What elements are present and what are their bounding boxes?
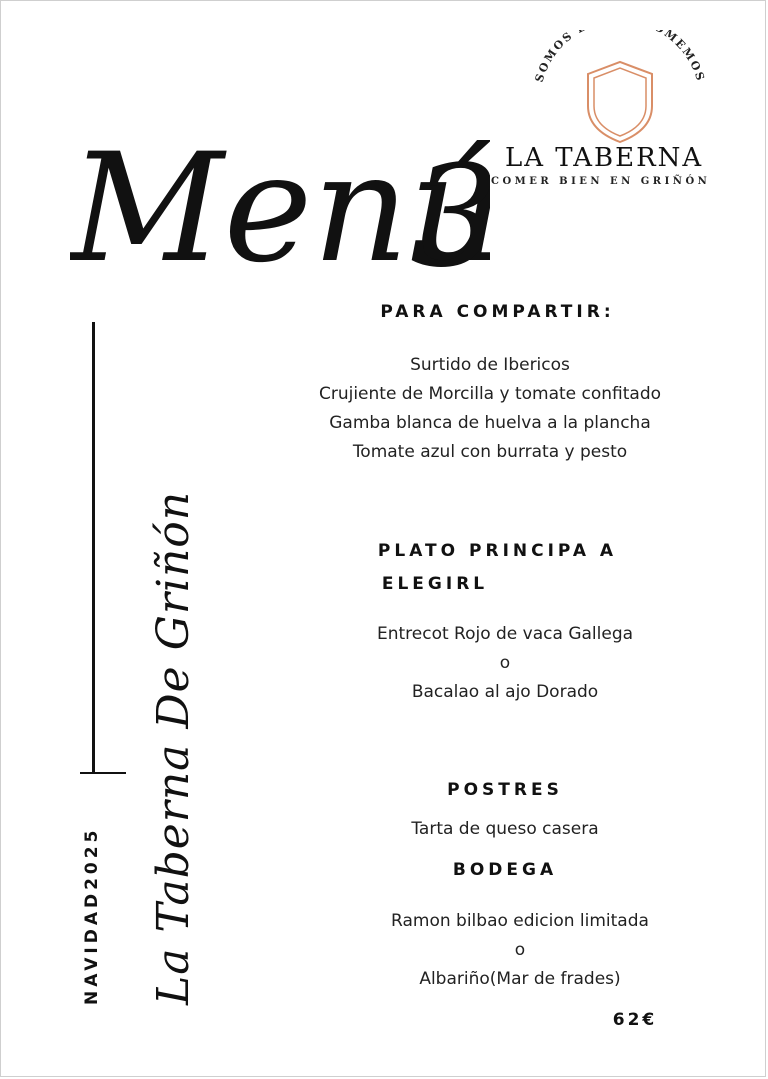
list-principal — [320, 620, 690, 707]
list-item: Surtido de Ibericos — [410, 355, 570, 375]
section-heading-bodega: BODEGA — [452, 860, 558, 880]
event-label: NAVIDAD2025 — [82, 826, 102, 1005]
divider-stub — [80, 772, 126, 774]
restaurant-logo — [490, 30, 760, 200]
list-item: Tarta de queso casera — [411, 819, 599, 839]
list-item: o — [514, 940, 526, 960]
list-item: Entrecot Rojo de vaca Gallega — [376, 624, 634, 644]
list-item: Crujiente de Morcilla y tomate confitado — [318, 384, 662, 404]
signature-script: La Taberna De Griñón — [148, 490, 199, 1005]
list-compartir — [300, 351, 680, 467]
menu-title-word: Menú — [70, 122, 490, 296]
shield-icon — [588, 62, 652, 142]
section-heading-principal-2: ELEGIRL — [381, 574, 489, 594]
list-item: Tomate azul con burrata y pesto — [352, 442, 628, 462]
logo-tagline: COMER BIEN EN GRIÑÓN — [491, 176, 711, 187]
list-item: o — [499, 653, 511, 673]
logo-name: LA TABERNA — [505, 143, 704, 173]
section-heading-principal-1: PLATO PRINCIPA A — [377, 541, 618, 561]
menu-title-number — [410, 136, 490, 299]
price-label: 62€ — [612, 1010, 658, 1030]
list-bodega — [360, 907, 680, 994]
list-item: Gamba blanca de huelva a la plancha — [329, 413, 651, 433]
menu-title-script — [70, 70, 490, 370]
menu-title — [70, 70, 490, 370]
section-heading-postres: POSTRES — [447, 780, 563, 800]
list-item: Ramon bilbao edicion limitada — [391, 911, 649, 931]
logo-arc-text: SOMOS MEMOS — [532, 30, 708, 84]
list-item: Bacalao al ajo Dorado — [411, 682, 599, 702]
vertical-divider — [92, 322, 95, 774]
section-heading-compartir: PARA COMPARTIR: — [380, 302, 615, 322]
list-postres — [380, 815, 630, 844]
list-item: Albariño(Mar de frades) — [419, 969, 621, 989]
